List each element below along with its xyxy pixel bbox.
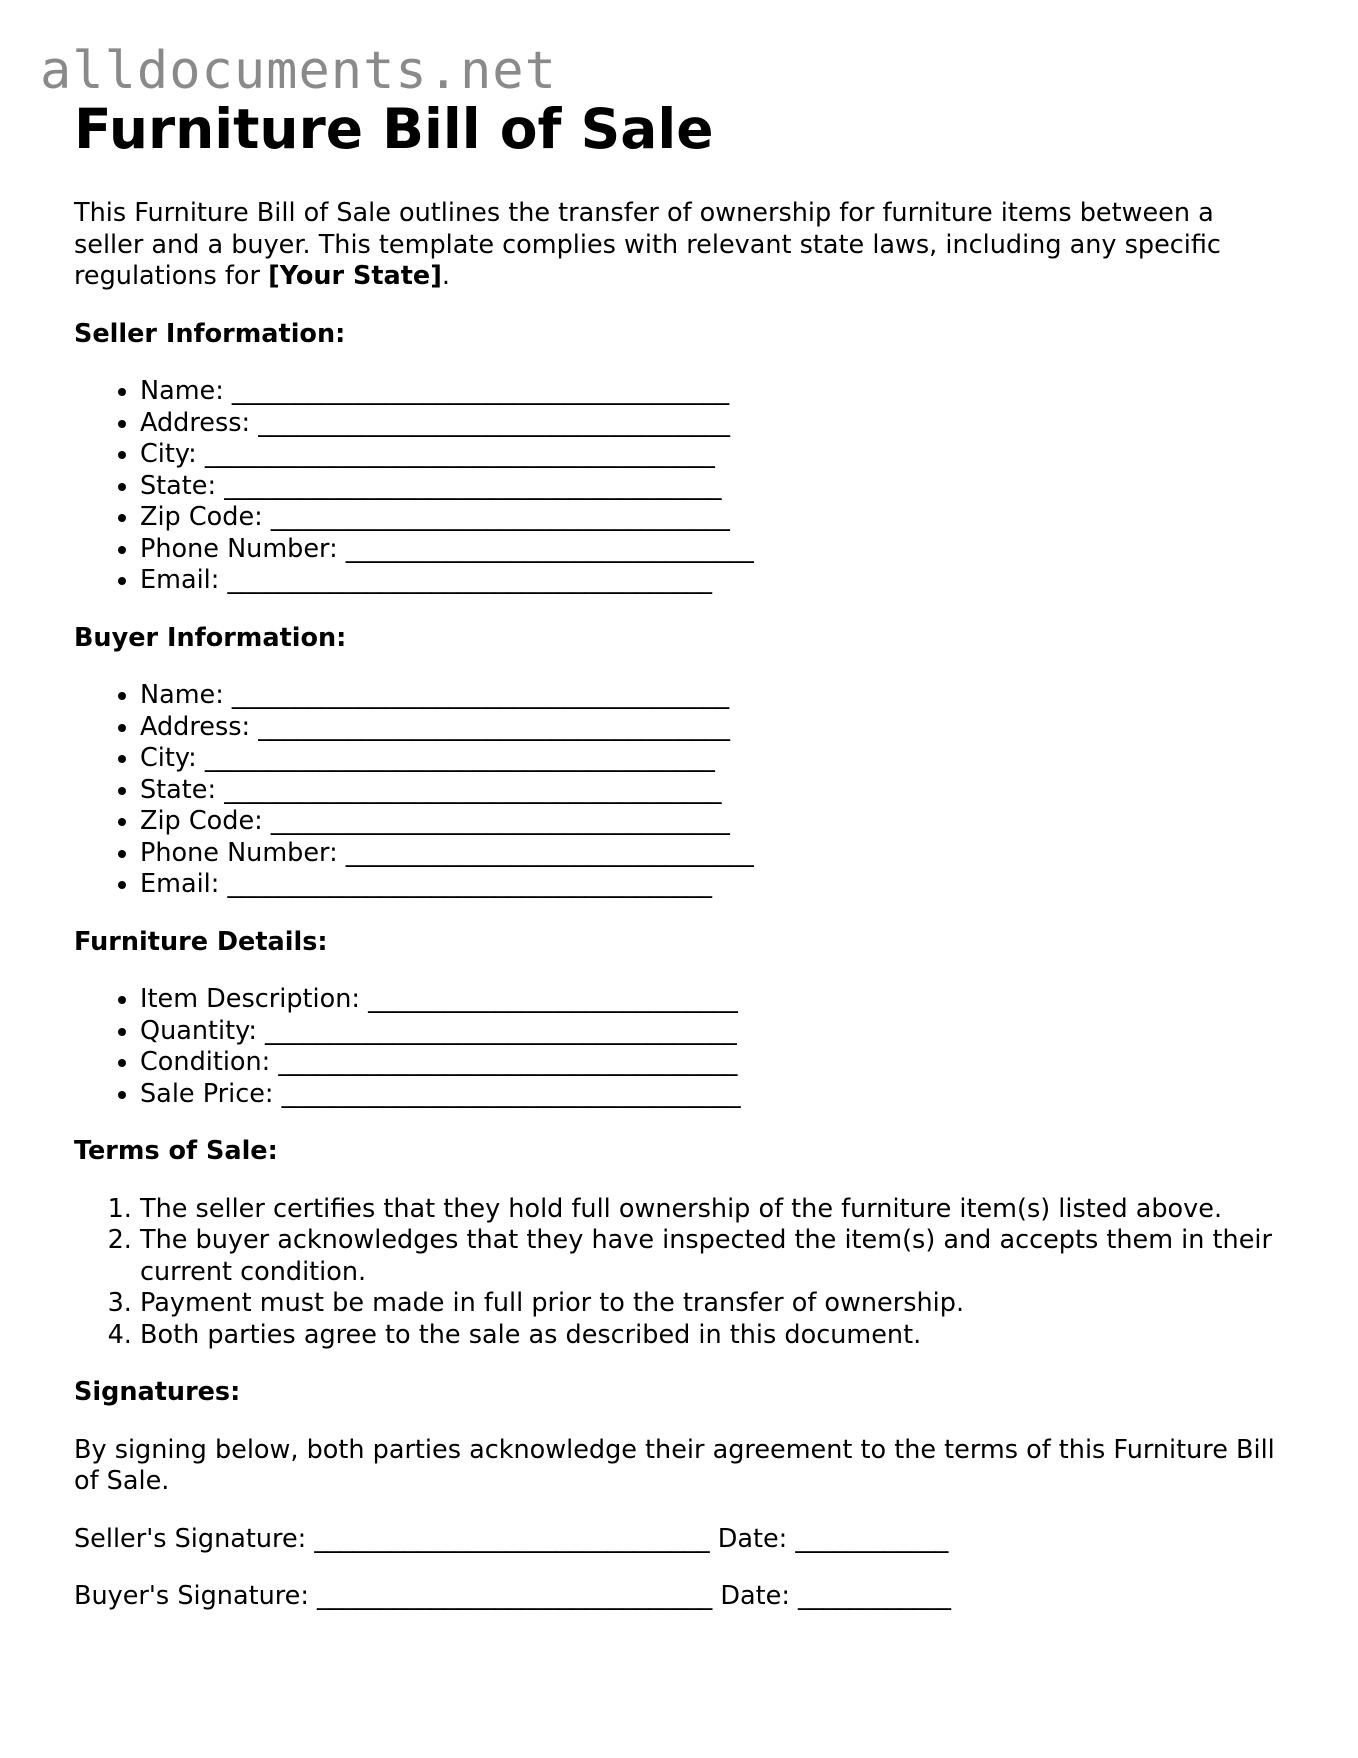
buyer-name-field[interactable]: • Name: _______________________________________ (140, 680, 1284, 712)
intro-text: This Furniture Bill of Sale outlines the transfer of ownership for furniture items between a seller and a buyer. This template complies with relevant state laws, including any specific regulations for (74, 198, 1221, 291)
term-item: 3. Payment must be made in full prior to the transfer of ownership. (140, 1288, 1284, 1320)
terms-list (74, 1194, 1284, 1352)
sale-price-field[interactable]: • Sale Price: ____________________________________ (140, 1079, 1284, 1111)
term-item: 2. The buyer acknowledges that they have inspected the item(s) and accepts them in their current condition. (140, 1225, 1284, 1288)
buyer-heading: Buyer Information: (74, 622, 347, 653)
buyer-email-field[interactable]: • Email: ______________________________________ (140, 869, 1284, 901)
seller-email-field[interactable]: • Email: ______________________________________ (140, 565, 1284, 597)
document-title: Furniture Bill of Sale (74, 97, 714, 161)
furniture-heading: Furniture Details: (74, 926, 328, 957)
seller-signature-line[interactable]: Seller's Signature: _______________________________ Date: ____________ (74, 1523, 949, 1554)
seller-phone-field[interactable]: • Phone Number: ________________________________ (140, 534, 1284, 566)
buyer-address-field[interactable]: • Address: _____________________________________ (140, 712, 1284, 744)
term-item: 1. The seller certifies that they hold full ownership of the furniture item(s) listed above. (140, 1194, 1284, 1226)
watermark: alldocuments.net (40, 41, 557, 101)
intro-paragraph (74, 198, 1284, 293)
seller-heading: Seller Information: (74, 318, 346, 349)
seller-state-field[interactable]: • State: _______________________________________ (140, 471, 1284, 503)
item-description-field[interactable]: • Item Description: _____________________________ (140, 984, 1284, 1016)
buyer-state-field[interactable]: • State: _______________________________________ (140, 775, 1284, 807)
quantity-field[interactable]: • Quantity: _____________________________________ (140, 1016, 1284, 1048)
buyer-phone-field[interactable]: • Phone Number: ________________________________ (140, 838, 1284, 870)
buyer-zip-field[interactable]: • Zip Code: ____________________________________ (140, 806, 1284, 838)
intro-end: . (441, 261, 450, 291)
seller-zip-field[interactable]: • Zip Code: ____________________________________ (140, 502, 1284, 534)
condition-field[interactable]: • Condition: ____________________________________ (140, 1047, 1284, 1079)
seller-name-field[interactable]: • Name: _______________________________________ (140, 376, 1284, 408)
signatures-text: By signing below, both parties acknowledge their agreement to the terms of this Furniture Bill of Sale. (74, 1434, 1275, 1496)
document-page (74, 96, 1284, 1613)
seller-fields (74, 376, 1284, 597)
signatures-heading: Signatures: (74, 1377, 241, 1407)
buyer-fields (74, 680, 1284, 901)
furniture-fields (74, 984, 1284, 1110)
buyer-city-field[interactable]: • City: ________________________________________ (140, 743, 1284, 775)
state-placeholder: [Your State] (268, 261, 442, 291)
terms-heading: Terms of Sale: (74, 1136, 278, 1166)
term-item: 4. Both parties agree to the sale as described in this document. (140, 1320, 1284, 1352)
buyer-signature-line[interactable]: Buyer's Signature: _______________________________ Date: ____________ (74, 1581, 952, 1611)
seller-address-field[interactable]: • Address: _____________________________________ (140, 408, 1284, 440)
seller-city-field[interactable]: • City: ________________________________________ (140, 439, 1284, 471)
